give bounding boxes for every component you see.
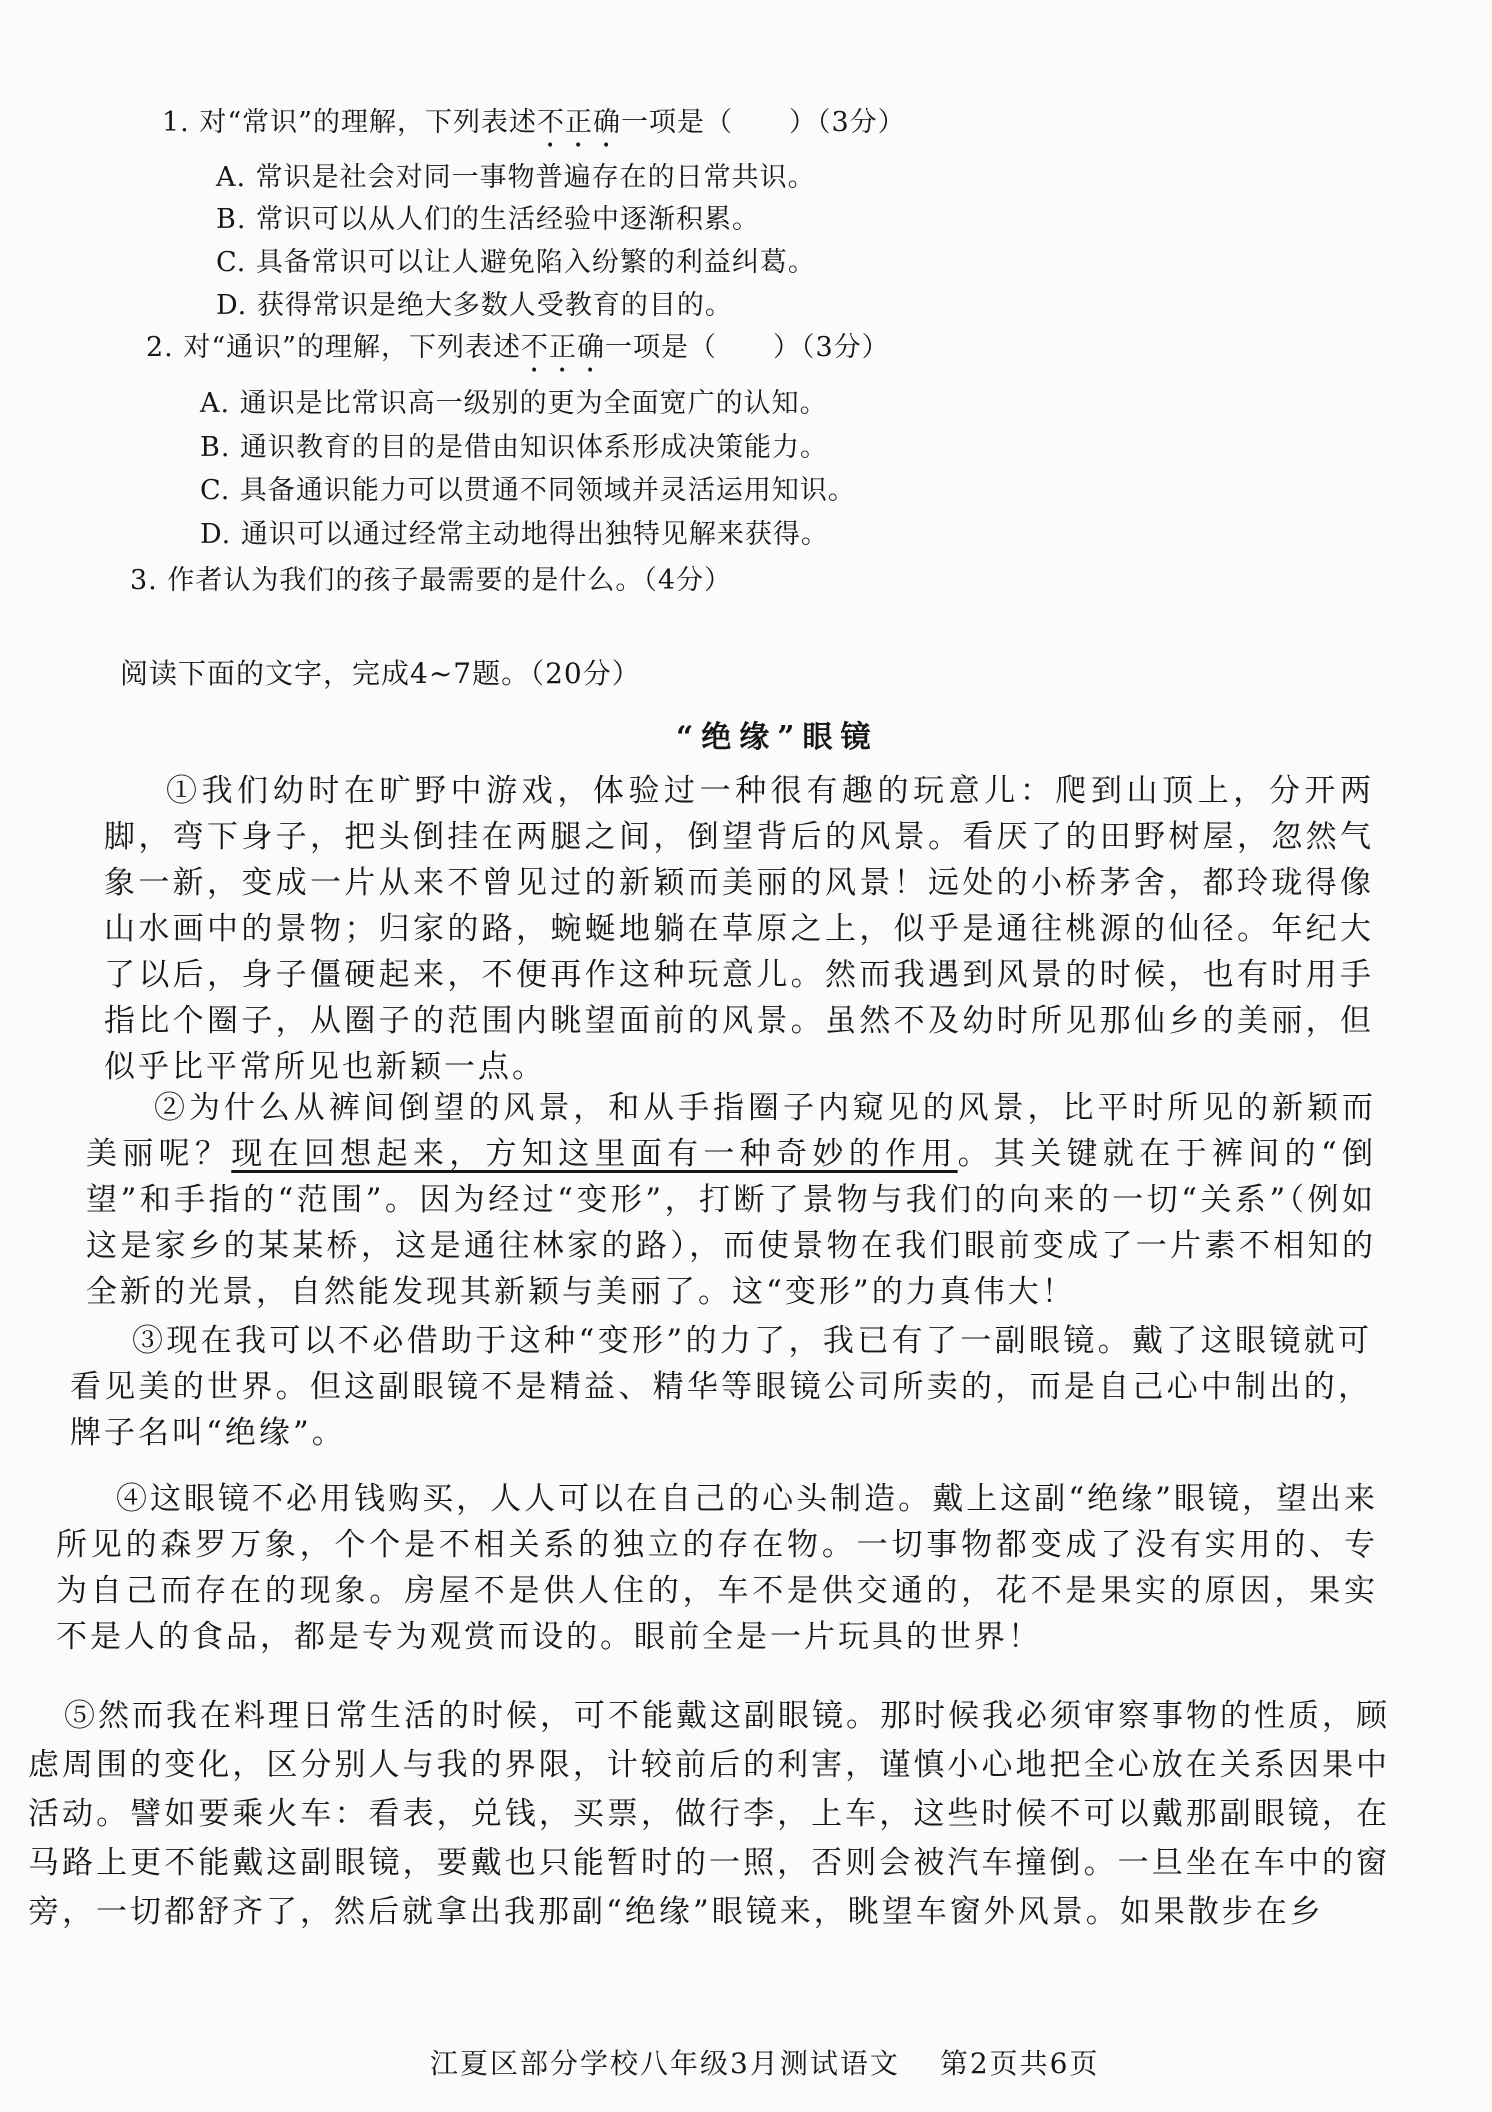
q1-option-b: B. 常识可以从人们的生活经验中逐渐积累。 <box>216 204 761 235</box>
q2-option-d: D. 通识可以通过经常主动地得出独特见解来获得。 <box>200 519 829 550</box>
paragraph-2: ②为什么从裤间倒望的风景，和从手指圈子内窥见的风景，比平时所见的新颖而美丽呢？现在回想起来，方知这里面有一种奇妙的作用。其关键就在于裤间的“倒望”和手指的“范围”。因为经过“变形”，打断了景物与我们的向来的一切“关系”（例如这是家乡的某某桥，这是通往林家的路），而使景物在我们眼前变成了一片素不相知的全新的光景，自然能发现其新颖与美丽了。这“变形”的力真伟大！ <box>86 1090 1377 1310</box>
footer-school: 江夏区部分学校八年级3月测试语文 <box>430 2047 900 2080</box>
paragraph-5: ⑤然而我在料理日常生活的时候，可不能戴这副眼镜。那时候我必须审察事物的性质，顾虑周围的变化，区分别人与我的界限，计较前后的利害，谨慎小心地把全心放在关系因果中活动。譬如要乘火车：看表，兑钱，买票，做行李，上车，这些时候不可以戴那副眼镜，在马路上更不能戴这副眼镜，要戴也只能暂时的一照，否则会被汽车撞倒。一旦坐在车中的窗旁，一切都舒齐了，然后就拿出我那副“绝缘”眼镜来，眺望车窗外风景。如果散步在乡 <box>28 1698 1390 1930</box>
article-title: “绝缘”眼镜 <box>676 720 879 755</box>
reading-instruction: 阅读下面的文字，完成4~7题。（20分） <box>120 657 641 690</box>
paragraph-4: ④这眼镜不必用钱购买，人人可以在自己的心头制造。戴上这副“绝缘”眼镜，望出来所见的森罗万象，个个是不相关系的独立的存在物。一切事物都变成了没有实用的、专为自己而存在的现象。房屋不是供人住的，车不是供交通的，花不是果实的原因，果实不是人的食品，都是专为观赏而设的。眼前全是一片玩具的世界！ <box>56 1481 1378 1655</box>
question-3: 3. 作者认为我们的孩子最需要的是什么。（4分） <box>130 565 733 596</box>
emphasis-not-correct: 不正确 <box>520 332 605 363</box>
underlined-sentence: 现在回想起来，方知这里面有一种奇妙的作用 <box>231 1136 958 1172</box>
q1-option-c: C. 具备常识可以让人避免陷入纷繁的利益纠葛。 <box>216 247 816 278</box>
q2-option-c: C. 具备通识能力可以贯通不同领域并灵活运用知识。 <box>200 475 856 506</box>
question-1: 1. 对“常识”的理解，下列表述不正确一项是（ ）（3分） <box>162 107 906 138</box>
page-footer <box>430 2042 1139 2082</box>
footer-page-number: 第2页共6页 <box>939 2047 1100 2080</box>
paragraph-1: ①我们幼时在旷野中游戏，体验过一种很有趣的玩意儿：爬到山顶上，分开两脚，弯下身子，把头倒挂在两腿之间，倒望背后的风景。看厌了的田野树屋，忽然气象一新，变成一片从来不曾见过的新颖而美丽的风景！远处的小桥茅舍，都玲珑得像山水画中的景物；归家的路，蜿蜒地躺在草原之上，似乎是通往桃源的仙径。年纪大了以后，身子僵硬起来，不便再作这种玩意儿。然而我遇到风景的时候，也有时用手指比个圈子，从圈子的范围内眺望面前的风景。虽然不及幼时所见那仙乡的美丽，但似乎比平常所见也新颖一点。 <box>104 773 1374 1085</box>
emphasis-not-correct: 不正确 <box>536 107 621 138</box>
q1-option-d: D. 获得常识是绝大多数人受教育的目的。 <box>216 290 733 321</box>
question-2: 2. 对“通识”的理解，下列表述不正确一项是（ ）（3分） <box>146 332 890 363</box>
q2-option-b: B. 通识教育的目的是借由知识体系形成决策能力。 <box>200 432 829 463</box>
paragraph-3: ③现在我可以不必借助于这种“变形”的力了，我已有了一副眼镜。戴了这眼镜就可看见美的世界。但这副眼镜不是精益、精华等眼镜公司所卖的，而是自己心中制出的，牌子名叫“绝缘”。 <box>70 1323 1372 1451</box>
q2-option-a: A. 通识是比常识高一级别的更为全面宽广的认知。 <box>200 388 828 419</box>
q1-option-a: A. 常识是社会对同一事物普遍存在的日常共识。 <box>216 162 816 193</box>
